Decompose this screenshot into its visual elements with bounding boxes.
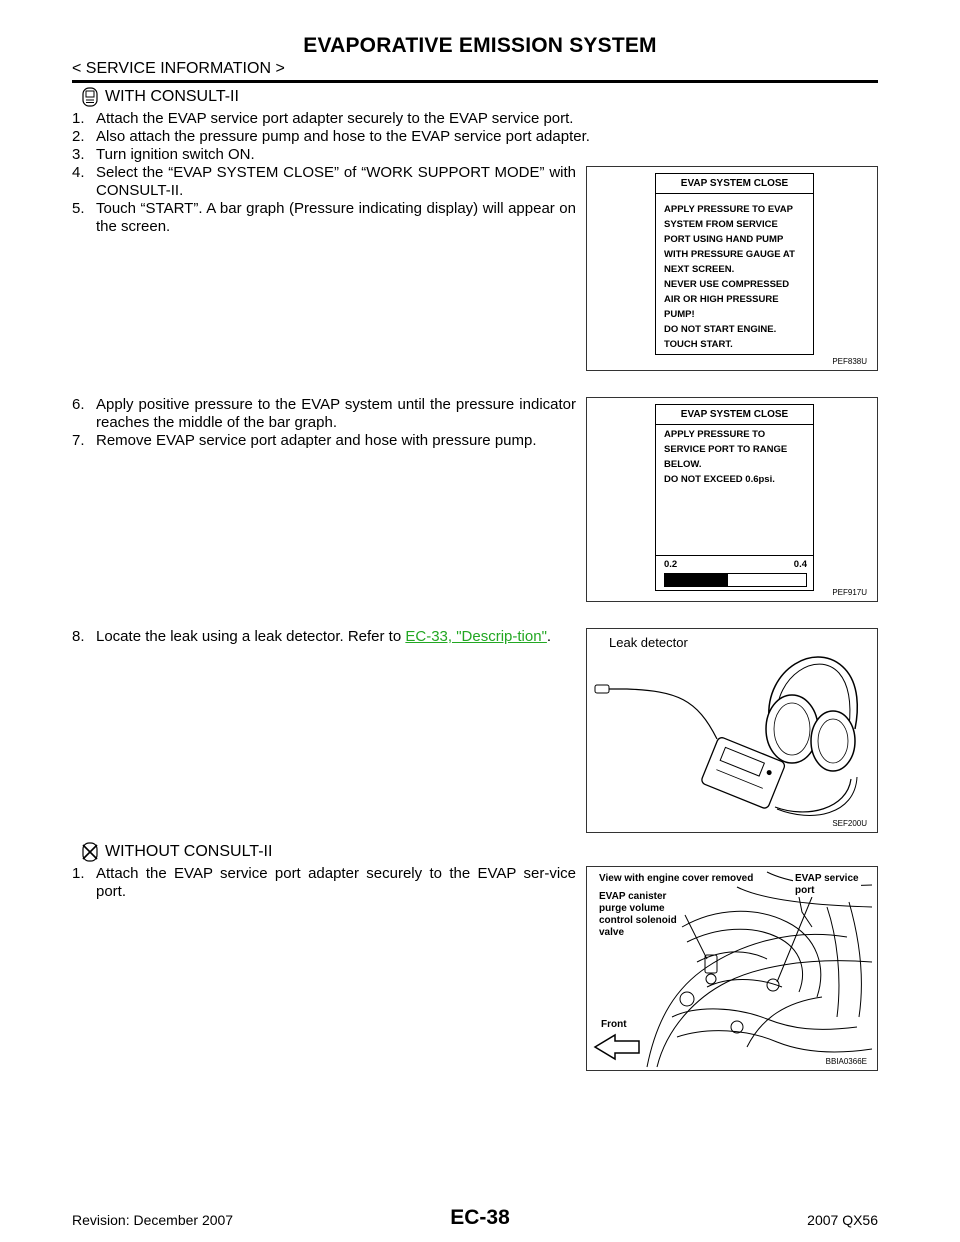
- page-title: EVAPORATIVE EMISSION SYSTEM: [303, 34, 657, 57]
- engine-view-label: View with engine cover removed: [599, 873, 754, 884]
- step-4: 4. Select the “EVAP SYSTEM CLOSE” of “WORK SUPPORT MODE” with CONSULT-II.: [72, 164, 576, 199]
- pressure-bar-track: [664, 573, 807, 587]
- screen-2-text: APPLY PRESSURE TO SERVICE PORT TO RANGE BELOW. DO NOT EXCEED 0.6psi.: [664, 429, 788, 485]
- bar-divider: [656, 555, 813, 556]
- with-consult-heading: [80, 87, 239, 107]
- scale-min: 0.2: [664, 559, 678, 570]
- figure-bbia0366e: [586, 866, 878, 1071]
- leak-detector-illustration: [587, 629, 877, 832]
- screen-1-title: EVAP SYSTEM CLOSE: [656, 174, 813, 194]
- service-port-label: EVAP service port: [795, 873, 859, 896]
- without-consult-heading-text: WITHOUT CONSULT-II: [105, 843, 273, 860]
- ec33-description-link[interactable]: EC-33, "Descrip-tion": [405, 628, 547, 645]
- section-label: < SERVICE INFORMATION >: [72, 60, 285, 77]
- step-8: 8. Locate the leak using a leak detector. Refer to EC-33, "Descrip-tion".: [72, 628, 552, 645]
- header-rule: [72, 80, 878, 83]
- no-consult-tool-icon: [80, 842, 100, 862]
- figure-3-code: SEF200U: [832, 819, 867, 828]
- figure-4-code: BBIA0366E: [825, 1057, 867, 1066]
- figure-pef917u: [586, 397, 878, 602]
- figure-sef200u: [586, 628, 878, 833]
- front-label: Front: [601, 1019, 627, 1030]
- screen-1-text: APPLY PRESSURE TO EVAP SYSTEM FROM SERVICE PORT USING HAND PUMP WITH PRESSURE GAUGE AT NEXT SCREEN. NEVER USE COMPRESSED AIR OR HIGH PRESSURE PUMP! DO NOT START ENGINE. TOUCH START.: [664, 204, 795, 350]
- canister-valve-label: EVAP canister purge volume control solenoid valve: [599, 891, 677, 938]
- figure-1-code: PEF838U: [832, 357, 867, 366]
- step-1: 1. Attach the EVAP service port adapter securely to the EVAP service port.: [72, 110, 574, 127]
- step-7: 7. Remove EVAP service port adapter and hose with pressure pump.: [72, 432, 537, 449]
- step-2: 2. Also attach the pressure pump and hose to the EVAP service port adapter.: [72, 128, 590, 145]
- consult-tool-icon: [80, 87, 100, 107]
- model-label: 2007 QX56: [807, 1212, 878, 1228]
- revision-date: Revision: December 2007: [72, 1212, 234, 1228]
- pressure-bar-fill: [665, 574, 728, 586]
- figure-pef838u: [586, 166, 878, 371]
- leak-detector-label: Leak detector: [609, 635, 688, 650]
- consult-screen-2: [655, 404, 814, 591]
- with-consult-heading-text: WITH CONSULT-II: [105, 88, 239, 105]
- step-3: 3. Turn ignition switch ON.: [72, 146, 255, 163]
- screen-2-title: EVAP SYSTEM CLOSE: [656, 405, 813, 425]
- consult-screen-1: [655, 173, 814, 355]
- page-number: EC-38: [450, 1206, 510, 1229]
- scale-max: 0.4: [793, 559, 807, 570]
- step-6: 6. Apply positive pressure to the EVAP system until the pressure indicator reaches the middle of the bar graph.: [72, 396, 576, 431]
- step-5: 5. Touch “START”. A bar graph (Pressure indicating display) will appear on the screen.: [72, 200, 576, 235]
- figure-2-code: PEF917U: [832, 588, 867, 597]
- step-without-1: 1. Attach the EVAP service port adapter securely to the EVAP ser-vice port.: [72, 865, 576, 900]
- without-consult-heading: [80, 842, 272, 862]
